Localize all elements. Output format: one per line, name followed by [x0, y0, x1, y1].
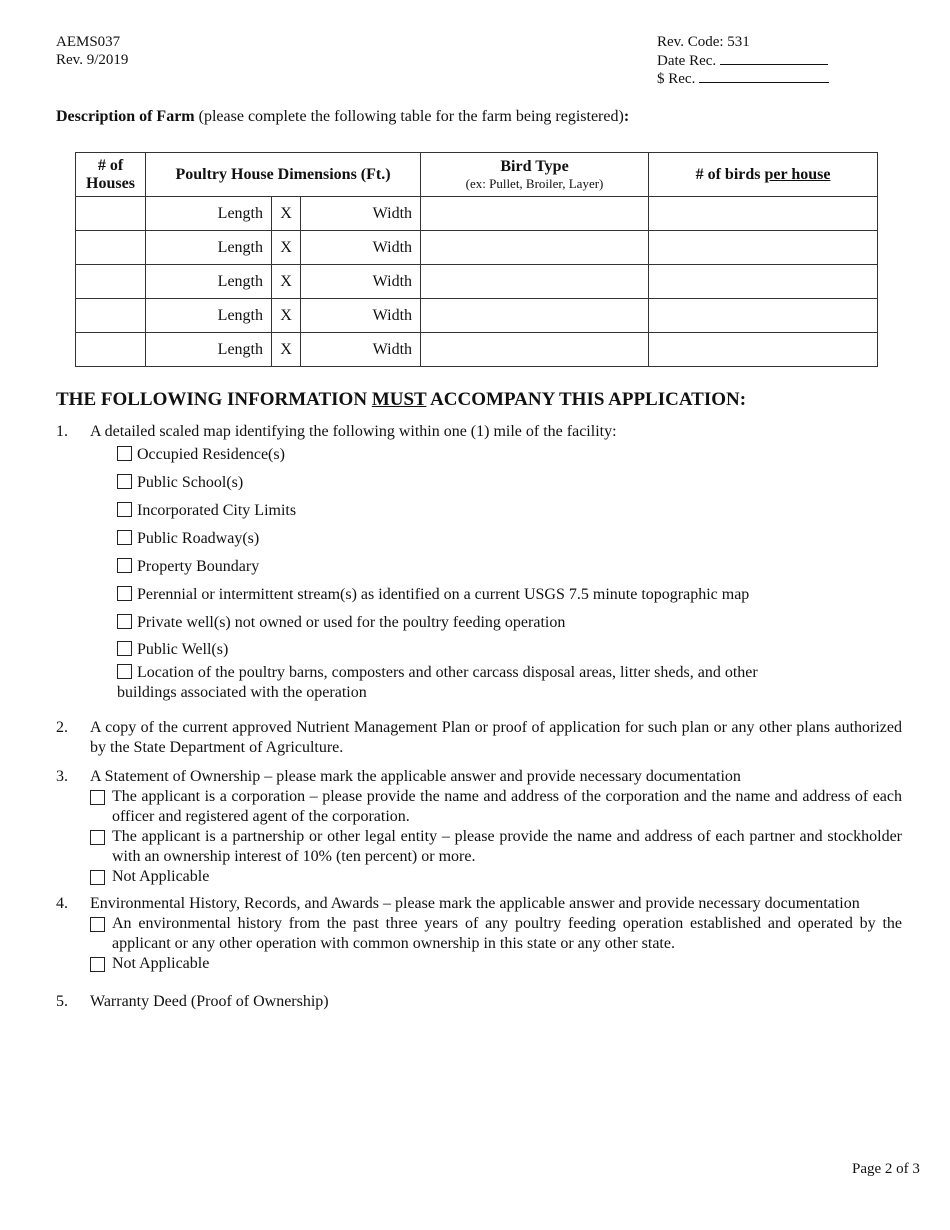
- checkbox[interactable]: [90, 917, 105, 932]
- page-number: Page 2 of 3: [852, 1161, 920, 1177]
- checkbox[interactable]: [117, 502, 132, 517]
- form-id: AEMS037: [56, 34, 121, 50]
- houses-cell[interactable]: [76, 333, 146, 367]
- checkbox[interactable]: [117, 530, 132, 545]
- width-cell[interactable]: Width: [301, 197, 421, 231]
- farm-description-instructions: (please complete the following table for the farm being registered): [194, 108, 624, 125]
- ownership-statement-text: A Statement of Ownership – please mark the applicable answer and provide necessary documentation: [90, 768, 741, 785]
- bird-type-cell[interactable]: [421, 265, 649, 299]
- header-right: [657, 34, 829, 89]
- checkbox[interactable]: [90, 870, 105, 885]
- map-option-public-school[interactable]: Public School(s): [117, 473, 243, 493]
- amount-rec-line: [657, 70, 829, 89]
- width-cell[interactable]: Width: [301, 333, 421, 367]
- x-cell: X: [272, 265, 301, 299]
- length-cell[interactable]: Length: [146, 231, 272, 265]
- map-option-city-limits[interactable]: Incorporated City Limits: [117, 501, 296, 521]
- birds-per-house-cell[interactable]: [649, 197, 878, 231]
- requirements-title: THE FOLLOWING INFORMATION MUST ACCOMPANY THIS APPLICATION:: [56, 389, 747, 410]
- birds-per-house-cell[interactable]: [649, 231, 878, 265]
- requirement-item-2: 2. A copy of the current approved Nutrient Management Plan or proof of application for such plan or any other plans authorized by the State Department of Agriculture.: [56, 719, 902, 756]
- checkbox[interactable]: [90, 957, 105, 972]
- birds-per-house-cell[interactable]: [649, 299, 878, 333]
- ownership-option-partnership[interactable]: The applicant is a partnership or other legal entity – please provide the name and address of each partner and stockholder with an ownership interest of 10% (ten percent) or more.: [90, 827, 902, 867]
- bird-type-cell[interactable]: [421, 197, 649, 231]
- map-option-public-well[interactable]: Public Well(s): [117, 640, 228, 660]
- checkbox[interactable]: [90, 790, 105, 805]
- checkbox[interactable]: [117, 614, 132, 629]
- date-rec-label: Date Rec.: [657, 52, 717, 69]
- x-cell: X: [272, 197, 301, 231]
- bird-type-cell[interactable]: [421, 299, 649, 333]
- birds-per-house-cell[interactable]: [649, 333, 878, 367]
- width-cell[interactable]: Width: [301, 265, 421, 299]
- houses-cell[interactable]: [76, 299, 146, 333]
- checkbox[interactable]: [90, 830, 105, 845]
- header-houses: # of Houses: [76, 153, 146, 197]
- farm-description-heading: [56, 108, 629, 126]
- length-cell[interactable]: Length: [146, 299, 272, 333]
- farm-description-bold: Description of Farm: [56, 108, 195, 125]
- map-option-stream[interactable]: Perennial or intermittent stream(s) as identified on a current USGS 7.5 minute topographic map: [117, 585, 749, 605]
- checkbox[interactable]: [117, 558, 132, 573]
- table-row: [76, 265, 878, 299]
- header-birds-per-house: # of birds per house: [649, 153, 878, 197]
- table-row: [76, 299, 878, 333]
- header-bird-type: Bird Type (ex: Pullet, Broiler, Layer): [421, 153, 649, 197]
- environmental-option-not-applicable[interactable]: Not Applicable: [90, 954, 902, 974]
- requirement-item-4: 4. Environmental History, Records, and Awards – please mark the applicable answer and provide necessary documentation An environmental history from the past three years of any poultry feeding operation established and operated by the applicant or any other operation with common ownership in this state or any other state. Not Applicable: [56, 895, 902, 972]
- houses-cell[interactable]: [76, 197, 146, 231]
- map-option-public-roadway[interactable]: Public Roadway(s): [117, 529, 259, 549]
- x-cell: X: [272, 231, 301, 265]
- date-rec-field[interactable]: [720, 52, 828, 65]
- table-row: [76, 333, 878, 367]
- header-dimensions: Poultry House Dimensions (Ft.): [146, 153, 421, 197]
- ownership-option-corporation[interactable]: The applicant is a corporation – please provide the name and address of the corporation and the name and address of each officer and registered agent of the corporation.: [90, 787, 902, 827]
- table-row: [76, 231, 878, 265]
- length-cell[interactable]: Length: [146, 197, 272, 231]
- checkbox[interactable]: [117, 446, 132, 461]
- header-left: [56, 34, 128, 69]
- length-cell[interactable]: Length: [146, 333, 272, 367]
- width-cell[interactable]: Width: [301, 231, 421, 265]
- checkbox[interactable]: [117, 664, 132, 679]
- checkbox[interactable]: [117, 586, 132, 601]
- birds-per-house-cell[interactable]: [649, 265, 878, 299]
- environmental-option-history[interactable]: An environmental history from the past three years of any poultry feeding operation established and operated by the applicant or any other operation with common ownership in this state or any other state.: [90, 914, 902, 954]
- amount-rec-field[interactable]: [699, 70, 829, 83]
- farm-description-colon: :: [623, 108, 630, 125]
- checkbox[interactable]: [117, 474, 132, 489]
- rev-code: Rev. Code: 531: [657, 34, 750, 50]
- requirement-item-5: 5. Warranty Deed (Proof of Ownership): [56, 993, 329, 1010]
- header-bird-type-example: (ex: Pullet, Broiler, Layer): [465, 176, 604, 191]
- map-option-property-boundary[interactable]: Property Boundary: [117, 557, 259, 577]
- map-option-occupied-residence[interactable]: Occupied Residence(s): [117, 445, 285, 465]
- amount-rec-label: $ Rec.: [657, 71, 696, 87]
- requirement-item-1: 1. A detailed scaled map identifying the following within one (1) mile of the facility:: [56, 423, 617, 440]
- farm-table: [75, 152, 878, 367]
- bird-type-cell[interactable]: [421, 231, 649, 265]
- length-cell[interactable]: Length: [146, 265, 272, 299]
- requirement-item-3: 3. A Statement of Ownership – please mark the applicable answer and provide necessary documentation The applicant is a corporation – please provide the name and address of the corporation and the name and address of each officer and registered agent of the corporation. The applicant is a partnership or other legal entity – please provide the name and address of each partner and stockholder with an ownership interest of 10% (ten percent) or more. Not Applicable: [56, 768, 902, 885]
- checkbox[interactable]: [117, 641, 132, 656]
- width-cell[interactable]: Width: [301, 299, 421, 333]
- environmental-history-text: Environmental History, Records, and Awards – please mark the applicable answer and provide necessary documentation: [90, 895, 860, 912]
- map-option-private-well[interactable]: Private well(s) not owned or used for the poultry feeding operation: [117, 613, 565, 633]
- table-header-row: [76, 153, 878, 197]
- table-row: [76, 197, 878, 231]
- x-cell: X: [272, 333, 301, 367]
- ownership-option-not-applicable[interactable]: Not Applicable: [90, 867, 902, 887]
- x-cell: X: [272, 299, 301, 333]
- form-revision: Rev. 9/2019: [56, 51, 129, 68]
- date-rec-line: [657, 52, 829, 71]
- bird-type-cell[interactable]: [421, 333, 649, 367]
- houses-cell[interactable]: [76, 231, 146, 265]
- map-option-barn-locations[interactable]: Location of the poultry barns, composters and other carcass disposal areas, litter sheds, and other buildings associated with the operation: [117, 664, 758, 701]
- houses-cell[interactable]: [76, 265, 146, 299]
